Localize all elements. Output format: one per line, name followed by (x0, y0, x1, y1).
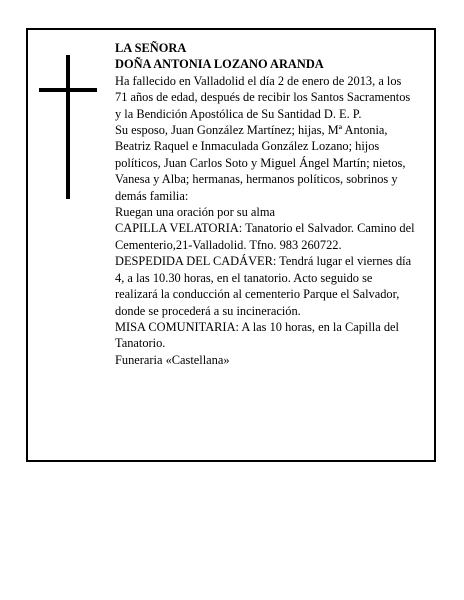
prayer-request: Ruegan una oración por su alma (115, 205, 275, 220)
funeral-home: Funeraria «Castellana» (115, 352, 230, 367)
mass-info: MISA COMUNITARIA: A las 10 horas, en la Capilla del Tanatorio. (115, 319, 399, 351)
notice-text (115, 40, 415, 368)
family-list: Su esposo, Juan González Martínez; hijas, Mª Antonia, Beatriz Raquel e Inmaculada González Lozano; hijos políticos, Juan Carlos Soto y Miguel Ángel Martín; nietos, Vanesa y Alba; hermanas, hermanos políticos, sobrinos y demás familia: (115, 123, 406, 203)
notice-title: LA SEÑORA (115, 41, 187, 55)
cross-vertical-bar (66, 55, 70, 199)
deceased-name: DOÑA ANTONIA LOZANO ARANDA (115, 57, 324, 72)
death-announcement: Ha fallecido en Valladolid el día 2 de enero de 2013, a los 71 años de edad, después de recibir los Santos Sacramentos y la Bendición Apostólica de Su Santidad D. E. P. (115, 73, 411, 121)
farewell-info: DESPEDIDA DEL CADÁVER: Tendrá lugar el viernes día 4, a las 10.30 horas, en el tanatorio. Acto seguido se realizará la conducción al cementerio Parque el Salvador, donde se procederá a su incineración. (115, 254, 412, 318)
obituary-notice (26, 28, 436, 462)
cross-horizontal-bar (39, 88, 97, 92)
chapel-info: CAPILLA VELATORIA: Tanatorio el Salvador. Camino del Cementerio,21-Valladolid. Tfno. 983 260722. (115, 221, 415, 252)
